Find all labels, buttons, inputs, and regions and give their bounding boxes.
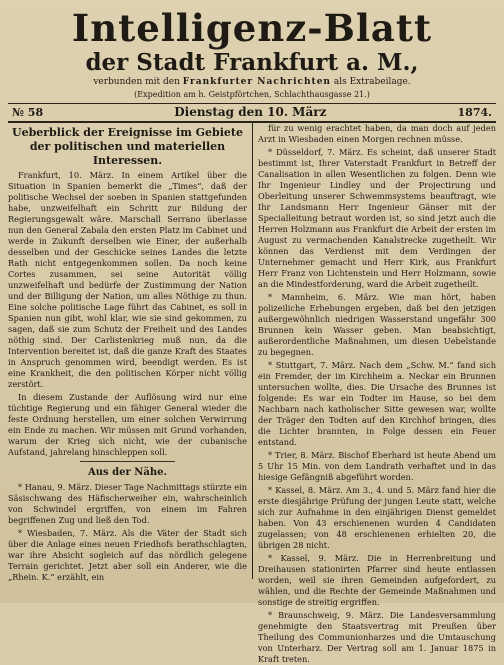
news-item: * Düsseldorf, 7. März. Es scheint, daß unserer Stadt bestimmt ist, Ihrer Vaterstadt Frankfurt in Betreff der Canalisation in allen Wesentlichen zu folgen. Denn wie Ihr Ingenieur Lindley und der Projectirung und Oberleitung unserer Schwemmsystems beauftragt, wie Ihr Landsmann Herr Ingenieur Gänser mit der Specialleitung betraut worden ist, so sind jetzt auch die Herren Holzmann aus Frankfurt die Arbeit der ersten im August zu vermachenden Kanalstrecke zugetheilt. Wir können das Verdienst mit dem Verdingen der Unternehmer gemacht und Herr Kirk, aus Frankfurt Herr Franz von Lichtenstein und Herr Holzmann, sowie an die Mindestforderung, ward die Arbeit zugetheilt. — [258, 147, 496, 289]
left-column — [8, 123, 252, 582]
news-item: * Kassel, 9. März. Die in Herrenbreitung und Dreihausen stationirten Pfarrer sind heute entlassen worden, weil sie ihren Gemeinden aufgefordert, zu wählen, und die Rechte der Gemeinde Maßnahmen und sonstige de streitig ergriffen. — [258, 553, 496, 607]
news-item: * Braunschweig, 9. März. Die Landesversammlung genehmigte den Staatsvertrag mit Preußen über Theilung des Communionharzes und die Umtauschung von Unterharz. Der Vertrag soll am 1. Januar 1875 in Kraft treten. — [258, 610, 496, 664]
affiliation-post: als Extrabeilage. — [333, 77, 411, 87]
news-item: * Stuttgart, 7. März. Nach dem „Schw. M.“ fand sich ein Fremder, der im Kirchheim a. Neckar ein Brunnen untersuchen wollte, dies. Die Ursache des Brunnes ist folgende: Es war ein Todter im Hause, so bei dem Nachbarn nach katholischer Sitte gewesen war, wollte der Träger den Todten auf den Kirchhof bringen, dies die Lichter brannten, in Folge dessen ein Feuer entstand. — [258, 360, 496, 447]
affiliation-pre: verbunden mit den — [93, 77, 180, 87]
issue-number: № 58 — [12, 106, 44, 119]
news-item: * Trier, 8. März. Bischof Eberhard ist heute Abend um 5 Uhr 15 Min. von dem Landrath verhaftet und in das hiesige Gefängniß abgeführt worden. — [258, 450, 496, 482]
issue-date: Dienstag den 10. März — [174, 105, 327, 119]
news-item: für zu wenig erachtet haben, da man doch auf jeden Arzt in Wiesbaden einen Morgen rechnen müsse. — [258, 123, 496, 144]
newspaper-title: Intelligenz-Blatt — [71, 6, 433, 50]
masthead-address: (Expedition am h. Geistpförtchen, Schlachthausgasse 21.) — [134, 90, 370, 99]
article-paragraph: Frankfurt, 10. März. In einem Artikel über die Situation in Spanien bemerkt die „Times“, daß der politische Wechsel der soeben in Spanien stattgefunden habe, unzweifelhaft ein Schritt zur Bildung der Regierungsgewalt wäre. Marschall Serrano überlasse nun den General Zabala den ersten Platz im Cabinet und werde in Zukunft derselben wie Einer, der außerhalb desselben und der Geschicke seines Landes die letzte Rath nicht entgegenkommen sollen. Da noch keine Cortes zusammen, sei seine Autorität völlig unzweifelhaft und bedürfe der Zustimmung der Nation und der Billigung der Nation, um alles Nöthige zu thun. Eine solche politische Lage führt das Cabinet, es soll in Spanien nun gibt, wohl klar, wie sie sind gekommen, zu sagen, daß sie zum Schutz der Freiheit und des Landes nöthig sind. Der Carlistenkrieg muß nun, da die Intervention bereitet ist, daß die ganze Kraft des Staates in Anspruch genommen wird, beendigt werden. Es ist eine Krankheit, die den politischen Körper nicht völlig zerstört. — [8, 170, 247, 389]
dateline — [8, 104, 496, 121]
issue-year: 1874. — [457, 106, 492, 119]
overview-heading: Ueberblick der Ereignisse im Gebiete der politischen und materiellen Interessen. — [11, 126, 244, 167]
news-item: * Kassel, 8. März. Am 3., 4. und 5. März fand hier die erste diesjährige Prüfung der jungen Leute statt, welche sich zur Aufnahme in den einjährigen Dienst gemeldet haben. Von 43 erschienenen wurden 4 Candidaten zugelassen; von 48 erschienenen erhielten 20, die übrigen 28 nicht. — [258, 485, 496, 550]
news-item: * Mannheim, 6. März. Wie man hört, haben polizeiliche Erhebungen ergeben, daß bei den jetzigen außergewöhnlich niedrigen Wasserstand ungefähr 300 Brunnen kein Wasser geben. Man beabsichtigt, außerordentliche Maßnahmen, um diesen Uebelstande zu begegnen. — [258, 292, 496, 357]
right-column — [252, 123, 496, 664]
section-title: Aus der Nähe. — [88, 467, 167, 478]
news-item: * Hanau, 9. März. Dieser Tage Nachmittags stürzte ein Säsischwang des Häfischerweiher ein, wahrscheinlich von Schwindel ergriffen, von einem im Fahren begriffenen Zug und ließ den Tod. — [8, 482, 247, 525]
section-divider — [80, 461, 176, 462]
columns — [8, 123, 496, 664]
newspaper-subtitle: der Stadt Frankfurt a. M., — [85, 49, 419, 76]
article-paragraph: In diesem Zustande der Auflösung wird nur eine tüchtige Regierung und ein fähiger General wieder die feste Ordnung herstellen, um einer solchen Verwirrung ein Ende zu machen. Wir müssen mit Grund vorhanden, warum der Krieg sich nicht, wie der cubanische Aufstand, jahrelang hinschleppen soll. — [8, 392, 247, 457]
affiliation-paper: Frankfurter Nachrichten — [182, 77, 331, 87]
masthead-affiliation — [8, 76, 496, 89]
masthead — [8, 6, 496, 101]
news-item: * Wiesbaden, 7. März. Als die Väter der Stadt sich über die Anlage eines neuen Friedhofs berathschlagten, war ihre Absicht sogleich auf das nördlich gelegene Terrain gerichtet. Jetzt aber soll ein Anderer, wie die „Rhein. K.“ erzählt, ein — [8, 528, 247, 582]
